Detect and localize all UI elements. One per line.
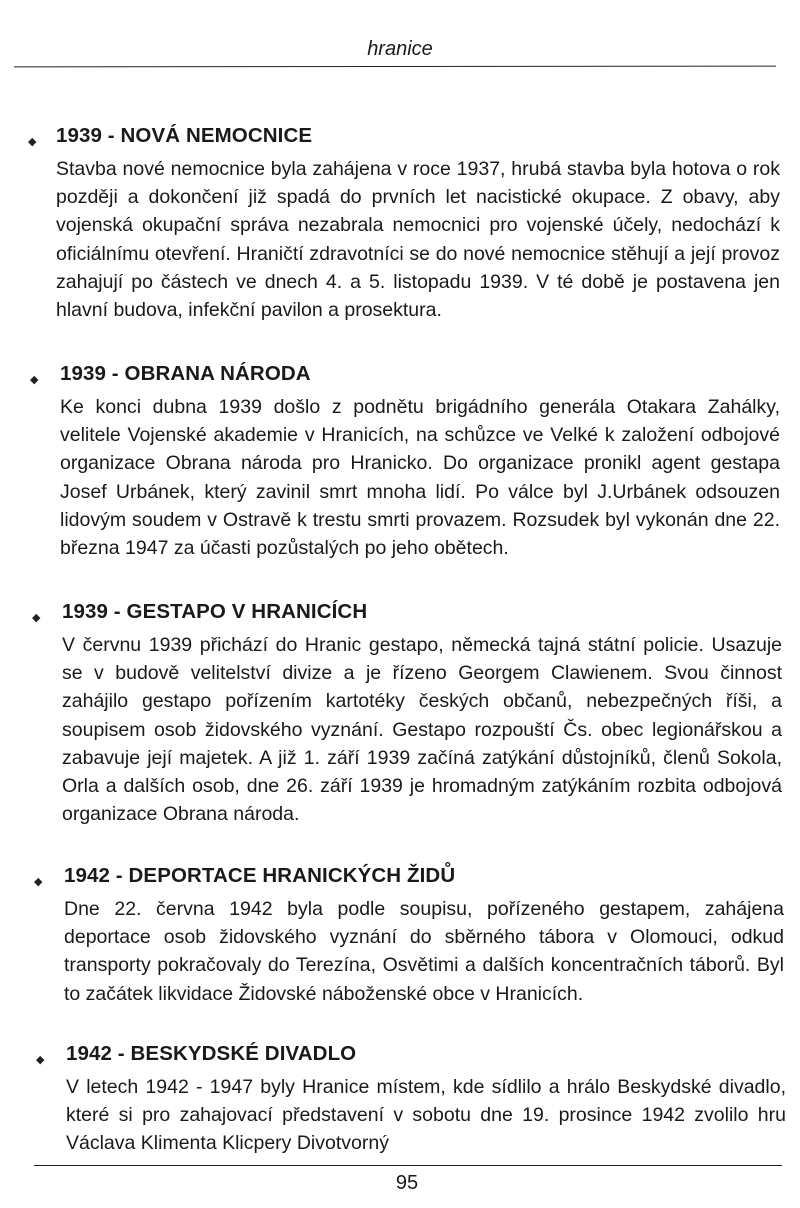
bullet-icon: ◆ [30,374,39,386]
bullet-icon: ◆ [32,612,41,624]
section-body: Ke konci dubna 1939 došlo z podnětu brigádního generála Otakara Zahálky, velitele Vojenské akademie v Hranicích, na schůzce ve Velké k založení odbojové organizace Obrana národa pro Hranicko. Do organizace pronikl agent gestapa Josef Urbánek, který zavinil smrt mnoha lidí. Po válce byl J.Urbánek odsouzen lidovým soudem v Ostravě k trestu smrti provazem. Rozsudek byl vykonán dne 22. března 1947 za účasti pozůstalých po jeho obětech. [60,396,780,560]
top-rule [14,66,776,68]
bullet-icon: ◆ [36,1054,45,1066]
bullet-icon: ◆ [28,136,37,148]
section-body: V letech 1942 - 1947 byly Hranice místem, kde sídlilo a hrálo Beskydské divadlo, které si pro zahajovací představení v sobotu dne 19. prosince 1942 zvolilo hru Václava Klimenta Klicpery Divotvorný [66,1076,786,1155]
page-number: 95 [395,1172,419,1194]
section-heading: 1939 - NOVÁ NEMOCNICE [56,124,313,147]
bullet-icon: ◆ [34,876,43,888]
section-body: Dne 22. června 1942 byla podle soupisu, pořízeného gestapem, zahájena deportace osob židovského vyznání do sběrného tábora v Olomouci, odkud transporty pokračovaly do Terezína, Osvětimi a dalších koncentračních táborů. Byl to začátek likvidace Židovské náboženské obce v Hranicích. [64,898,784,1005]
section-heading: 1939 - GESTAPO V HRANICÍCH [62,600,368,623]
section-body: V červnu 1939 přichází do Hranic gestapo, německá tajná státní policie. Usazuje se v budově velitelství divize a je řízeno Georgem Clawienem. Svou činnost zahájilo gestapo pořízením kartotéky českých občanů, nebezpečných říši, a soupisem osob židovského vyznání. Gestapo rozpouští Čs. obec legionářskou a zabavuje její majetek. A již 1. září 1939 začíná zatýkání důstojníků, členů Sokola, Orla a dalších osob, dne 26. září 1939 je hromadným zatýkáním rozbita odbojová organizace Obrana národa. [62,634,782,826]
running-head: hranice [367,38,433,60]
section-heading: 1942 - DEPORTACE HRANICKÝCH ŽIDŮ [64,864,456,887]
bottom-rule [34,1165,782,1166]
section-heading: 1942 - BESKYDSKÉ DIVADLO [66,1042,357,1065]
section-body: Stavba nové nemocnice byla zahájena v roce 1937, hrubá stavba byla hotova o rok později a dokončení již spadá do prvních let nacistické okupace. Z obavy, aby vojenská okupační správa nezabrala nemocnici pro vojenské účely, nedochází k oficiálnímu otevření. Hraničtí zdravotníci se do nové nemocnice stěhují a její provoz zahajují po částech ve dnech 4. a 5. listopadu 1939. V té době je postavena jen hlavní budova, infekční pavilon a prosektura. [56,158,780,322]
section-heading: 1939 - OBRANA NÁRODA [60,362,311,385]
